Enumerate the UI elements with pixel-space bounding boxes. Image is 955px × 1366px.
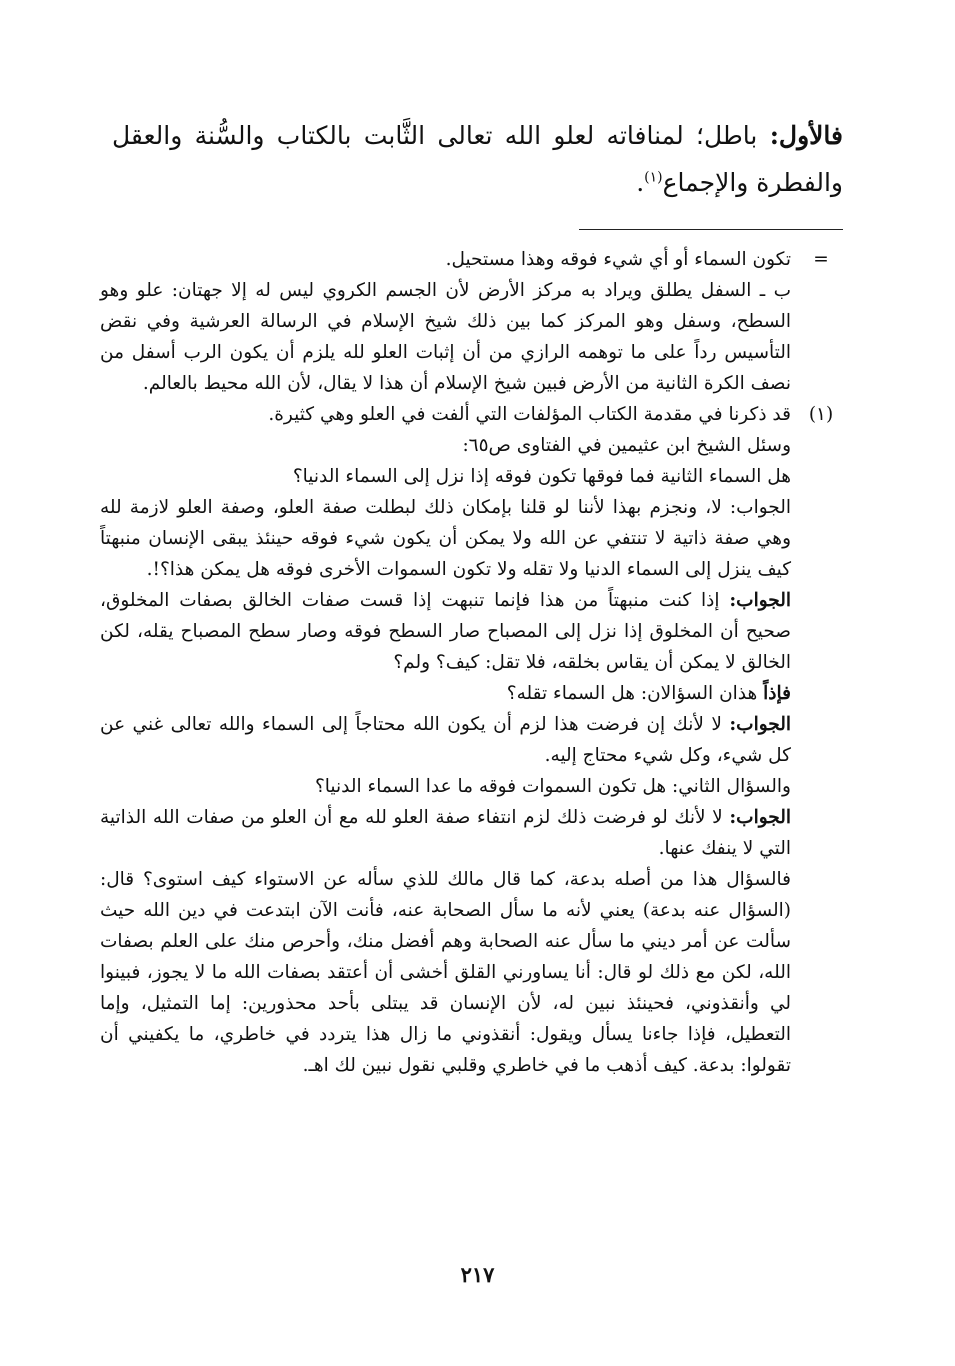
question-3: والسؤال الثاني: هل تكون السموات فوقه ما عدا السماء الدنيا؟: [314, 776, 791, 797]
main-paragraph: [112, 112, 843, 206]
page-number: ٢١٧: [460, 1262, 495, 1287]
footnote-continuation: [100, 244, 843, 399]
answer-4-text: لا لأنك لو فرضت ذلك لزم انتفاء صفة العلو لله مع أن العلو من صفات الله الذاتية التي لا ينفك عنها.: [100, 807, 791, 859]
answer-3-text: لا لأنك إن فرضت هذا لزم أن يكون الله محتاجاً إلى السماء والله تعالى غني عن كل شيء، وكل شيء محتاج إليه.: [100, 714, 791, 766]
question-2-text: هذان السؤالان: هل السماء تقله؟: [506, 683, 764, 704]
question-1: هل السماء الثانية فما فوقها تكون فوقه إذا نزل إلى السماء الدنيا؟: [292, 466, 791, 487]
footnote-1-marker: (١): [808, 404, 834, 425]
footnote-reference: (١): [644, 169, 663, 186]
footnote-source: وسئل الشيخ ابن عثيمين في الفتاوى ص٦٥:: [462, 435, 791, 456]
continuation-line: ب ـ السفل يطلق ويراد به مركز الأرض لأن الجسم الكروي ليس له إلا جهتان: علو وهو السطح، وسفل وهو المركز كما بين ذلك شيخ الإسلام في الرسالة العرشية وفي نقض التأسيس رداً على ما توهمه الرازي من أن إثبات العلو لله يلزم أن يكون الرب أسفل من نصف الكرة الثانية من الأرض فبين شيخ الإسلام أن هذا لا يقال، لأن الله محيط بالعالم.: [100, 280, 791, 394]
answer-label: الجواب:: [729, 714, 791, 735]
answer-1: الجواب: لا، ونجزم بهذا لأننا لو قلنا بإمكان ذلك لبطلت صفة العلو، وصفة العلو لازمة لله وهي صفة ذاتية لا تنتفي عن الله ولا يمكن أن يكون شيء فوقه حينئذ يبقى الإنسان منبهتاً كيف ينزل إلى السماء الدنيا ولا تقله ولا تكون السموات الأخرى فوقه هل يمكن هذا؟!.: [100, 497, 791, 580]
answer-label: الجواب:: [729, 590, 791, 611]
answer-4: [100, 802, 791, 864]
answer-2: [100, 585, 791, 678]
closing-paragraph: فالسؤال هذا من أصله بدعة، كما قال مالك للذي سأله عن الاستواء كيف استوى؟ قال: (السؤال عنه بدعة) يعني لأنه ما سأل الصحابة عنه، فأنت الآن ابتدعت في دين الله حيث سألت عن أمر ديني ما سأل عنه الصحابة وهم أفضل منك، وأحرص منك على العلم بصفات الله، لكن مع ذلك لو قال: أنا يساورني القلق أخشى أن أعتقد بصفات الله ما لا يجوز، فبينوا لي وأنقذوني، فحينئذ نبين له، لأن الإنسان قد يبتلى بأحد محذورين: إما التمثيل، وإما التعطيل، فإذا جاءنا يسأل ويقول: أنقذوني ما زال هذا يتردد في خاطري، ما يكفيني أن تقولوا: بدعة. كيف أذهب ما في خاطري وقلبي نقول نبين لك اهـ.: [100, 869, 791, 1076]
footnote-divider: [579, 229, 843, 230]
question-2-label: فإذاً: [763, 683, 791, 704]
footnotes-section: [100, 244, 843, 1081]
continuation-marker: =: [813, 249, 829, 270]
answer-label: الجواب:: [729, 807, 791, 828]
continuation-line: تكون السماء أو أي شيء فوقه وهذا مستحيل.: [445, 249, 791, 270]
main-line-1: باطل؛ لمنافاته لعلو الله تعالى الثَّابت بالكتاب والسُّنة والعقل: [112, 121, 770, 150]
footnote-1: [100, 399, 843, 1081]
paragraph-lead: فالأول:: [769, 121, 843, 150]
main-line-2: والفطرة والإجماع: [662, 168, 843, 197]
question-2: [100, 678, 791, 709]
main-end-punct: .: [636, 168, 645, 197]
answer-3: [100, 709, 791, 771]
footnote-intro: قد ذكرنا في مقدمة الكتاب المؤلفات التي ألفت في العلو وهي كثيرة.: [268, 404, 791, 425]
answer-2-text: إذا كنت منبهتاً من هذا فإنما تنبهت إذا قست صفات الخالق بصفات المخلوق، صحيح أن المخلوق إذا نزل إلى المصباح صار السطح فوقه وصار سطح المصباح يقله، لكن الخالق لا يمكن أن يقاس بخلقه، فلا تقل: كيف؟ ولم؟: [100, 590, 791, 673]
